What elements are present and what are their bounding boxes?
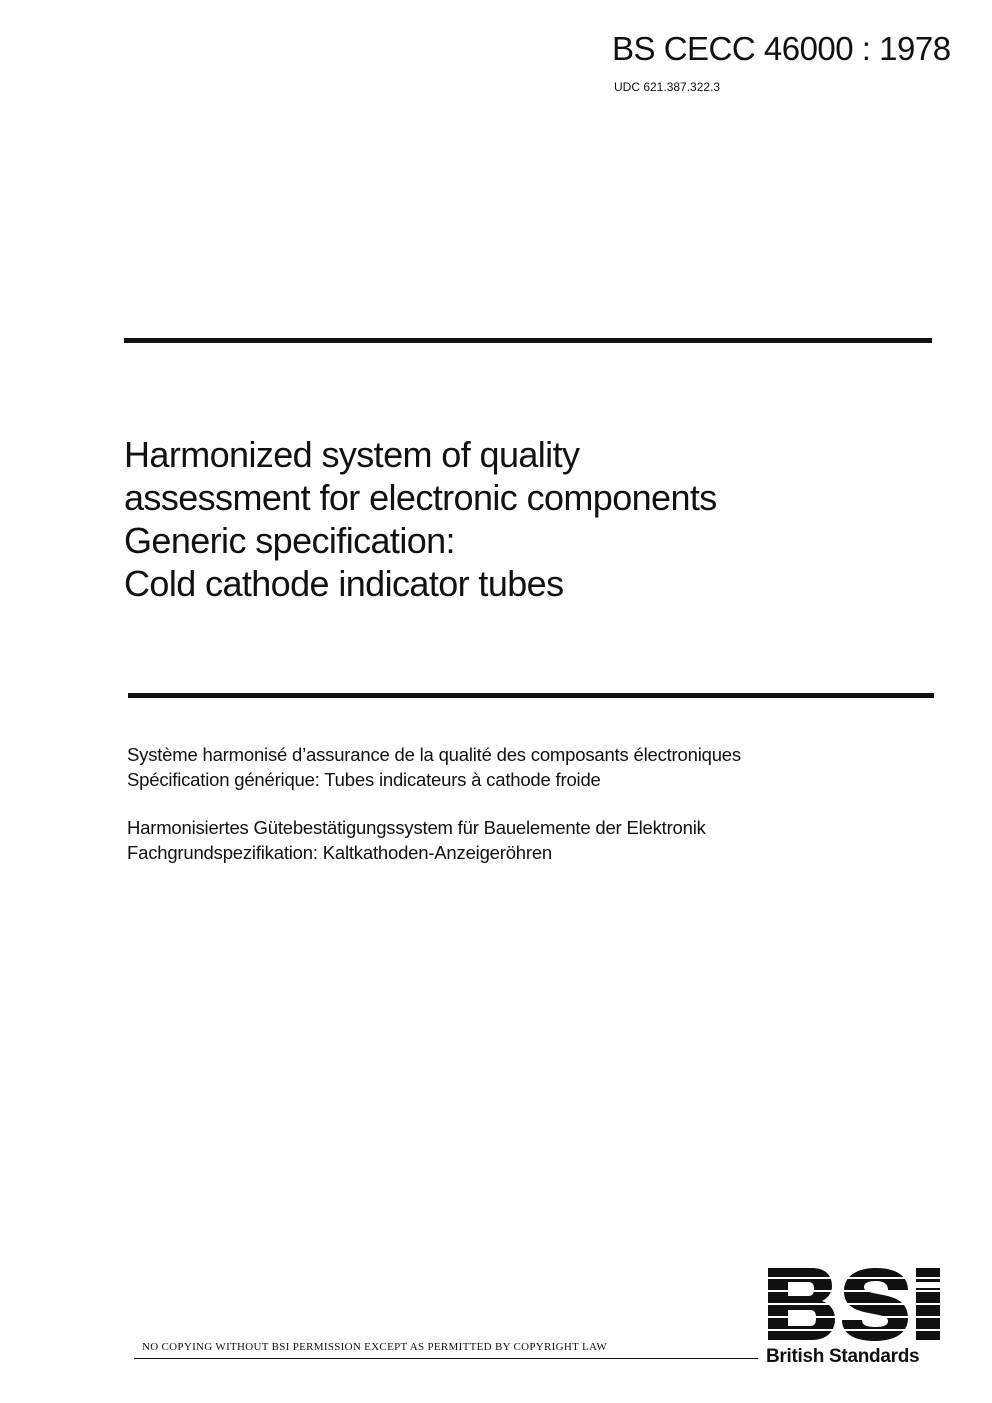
english-title (124, 433, 717, 605)
title-line: Generic specification: (124, 520, 455, 561)
standard-number: BS CECC 46000 : 1978 (612, 30, 951, 67)
copyright-notice: NO COPYING WITHOUT BSI PERMISSION EXCEPT AS PERMITTED BY COPYRIGHT LAW (134, 1341, 758, 1359)
title-line: Harmonized system of quality (124, 434, 580, 475)
german-title-line: Fachgrundspezifikation: Kaltkathoden-Anzeigeröhren (127, 842, 553, 863)
udc-classification: UDC 621.387.322.3 (614, 80, 721, 94)
top-divider (124, 338, 932, 343)
bsi-logo (764, 1266, 944, 1344)
german-title-line: Harmonisiertes Gütebestätigungssystem für Bauelemente der Elektronik (127, 817, 706, 838)
title-line: assessment for electronic components (124, 477, 717, 518)
french-title (127, 742, 741, 792)
french-title-line: Spécification générique: Tubes indicateurs à cathode froide (127, 769, 601, 790)
german-title (127, 815, 706, 865)
logo-caption: British Standards (766, 1346, 920, 1367)
french-title-line: Système harmonisé d’assurance de la qualité des composants électroniques (127, 744, 741, 765)
middle-divider (128, 693, 934, 698)
title-line: Cold cathode indicator tubes (124, 563, 564, 604)
bsi-logo-icon (764, 1266, 944, 1344)
